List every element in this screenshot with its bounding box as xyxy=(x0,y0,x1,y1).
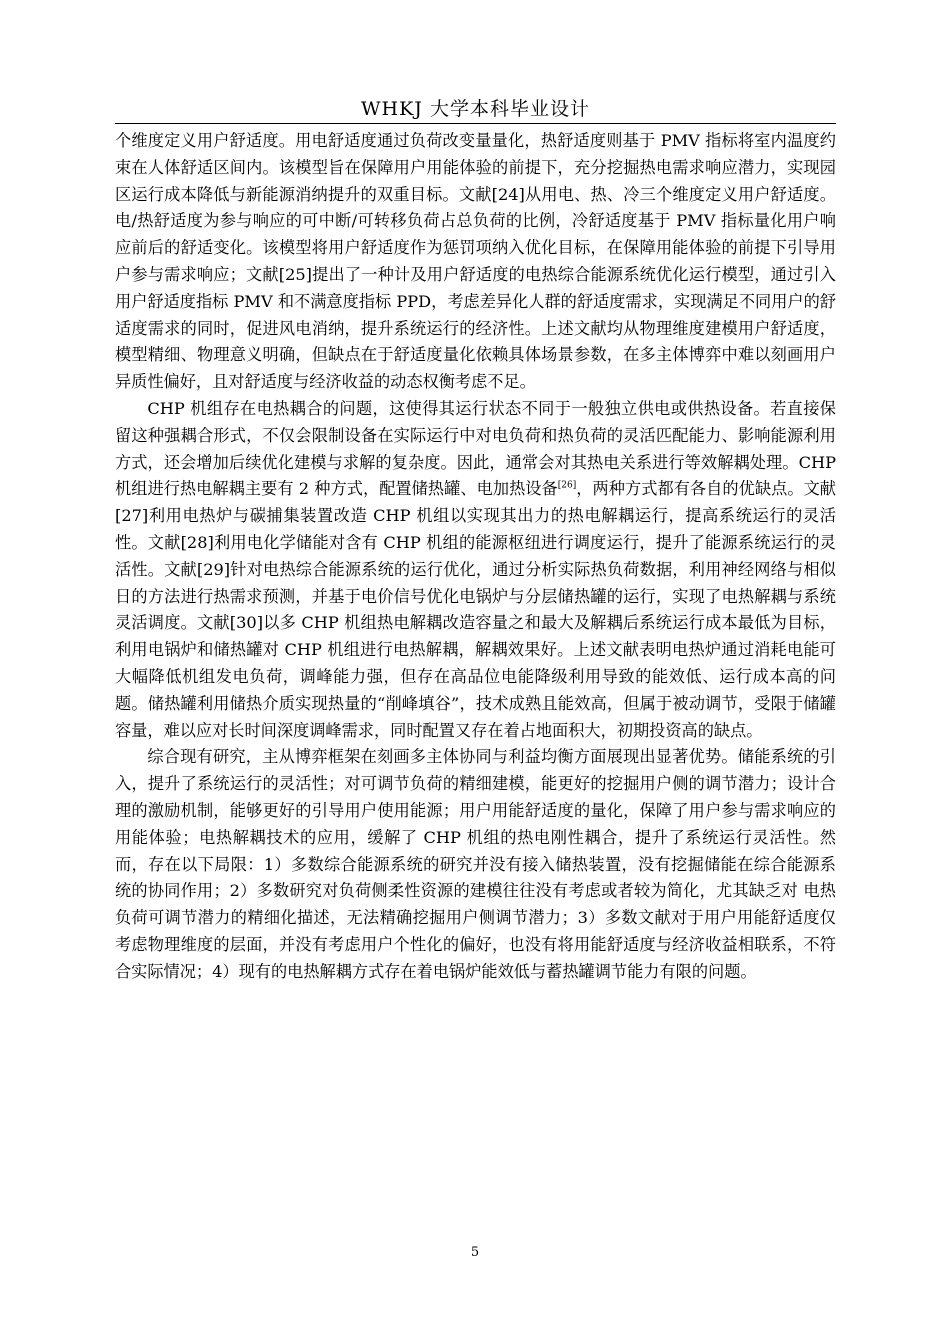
citation-26: [26] xyxy=(557,480,577,491)
header-divider xyxy=(115,123,836,124)
page-header-title: WHKJ 大学本科毕业设计 xyxy=(361,98,590,120)
paragraph-2-part-b: ，两种方式都有各自的优缺点。文献[27]利用电热炉与碳捕集装置改造 CHP 机组以实现其出力的热电解耦运行，提高系统运行的灵活性。文献[28]利用电化学储能对含有 CHP 机组的能源枢纽进行调度运行，提升了能源系统运行的灵活性。文献[29]针对电热综合能源系统的运行优化，通过分析实际热负荷数据，利用神经网络与相似日的方法进行热需求预测，并基于电价信号优化电锅炉与分层储热罐的运行，实现了电热解耦与系统灵活调度。文献[30]以多 CHP 机组热电解耦改造容量之和最大及解耦后系统运行成本最低为目标，利用电锅炉和储热罐对 CHP 机组进行电热解耦，解耦效果好。上述文献表明电热炉通过消耗电能可大幅降低机组发电负荷，调峰能力强，但存在高品位电能降级利用导致的能效低、运行成本高的问题。储热罐利用储热介质实现热量的“削峰填谷”，技术成熟且能效高，但属于被动调节，受限于储罐容量，难以应对长时间深度调峰需求，同时配置又存在着占地面积大，初期投资高的缺点。 xyxy=(115,479,836,740)
paragraph-2-part-a: CHP 机组存在电热耦合的问题，这使得其运行状态不同于一般独立供电或供热设备。若直接保留这种强耦合形式，不仅会限制设备在实际运行中对电负荷和热负荷的灵活匹配能力、影响能源利用方式，还会增加后续优化建模与求解的复杂度。因此，通常会对其热电关系进行等效解耦处理。CHP 机组进行热电解耦主要有 2 种方式，配置储热罐、电加热设备 xyxy=(115,398,836,499)
body-text xyxy=(115,128,836,986)
page-number: 5 xyxy=(470,1245,480,1260)
paragraph-3: 综合现有研究，主从博弈框架在刻画多主体协同与利益均衡方面展现出显著优势。储能系统的引入，提升了系统运行的灵活性；对可调节负荷的精细建模，能更好的挖掘用户侧的调节潜力；设计合理的激励机制，能够更好的引导用户使用能源；用户用能舒适度的量化，保障了用户参与需求响应的用能体验；电热解耦技术的应用，缓解了 CHP 机组的热电刚性耦合，提升了系统运行灵活性。然而，存在以下局限：1）多数综合能源系统的研究并没有接入储热装置，没有挖掘储能在综合能源系统的协同作用；2）多数研究对负荷侧柔性资源的建模往往没有考虑或者较为简化，尤其缺乏对 电热负荷可调节潜力的精细化描述，无法精确挖掘用户侧调节潜力；3）多数文献对于用户用能舒适度仅考虑物理维度的层面，并没有考虑用户个性化的偏好，也没有将用能舒适度与经济收益相联系，不符合实际情况；4）现有的电热解耦方式存在着电锅炉能效低与蓄热罐调节能力有限的问题。 xyxy=(115,747,836,981)
paragraph-2 xyxy=(115,396,836,744)
paragraph-1: 个维度定义用户舒适度。用电舒适度通过负荷改变量量化，热舒适度则基于 PMV 指标将室内温度约束在人体舒适区间内。该模型旨在保障用户用能体验的前提下，充分挖掘热电需求响应潜力，实现园区运行成本降低与新能源消纳提升的双重目标。文献[24]从用电、热、冷三个维度定义用户舒适度。电/热舒适度为参与响应的可中断/可转移负荷占总负荷的比例，冷舒适度基于 PMV 指标量化用户响应前后的舒适变化。该模型将用户舒适度作为惩罚项纳入优化目标，在保障用能体验的前提下引导用户参与需求响应；文献[25]提出了一种计及用户舒适度的电热综合能源系统优化运行模型，通过引入用户舒适度指标 PMV 和不满意度指标 PPD，考虑差异化人群的舒适度需求，实现满足不同用户的舒适度需求的同时，促进风电消纳，提升系统运行的经济性。上述文献均从物理维度建模用户舒适度，模型精细、物理意义明确，但缺点在于舒适度量化依赖具体场景参数，在多主体博弈中难以刻画用户异质性偏好，且对舒适度与经济收益的动态权衡考虑不足。 xyxy=(115,131,836,392)
